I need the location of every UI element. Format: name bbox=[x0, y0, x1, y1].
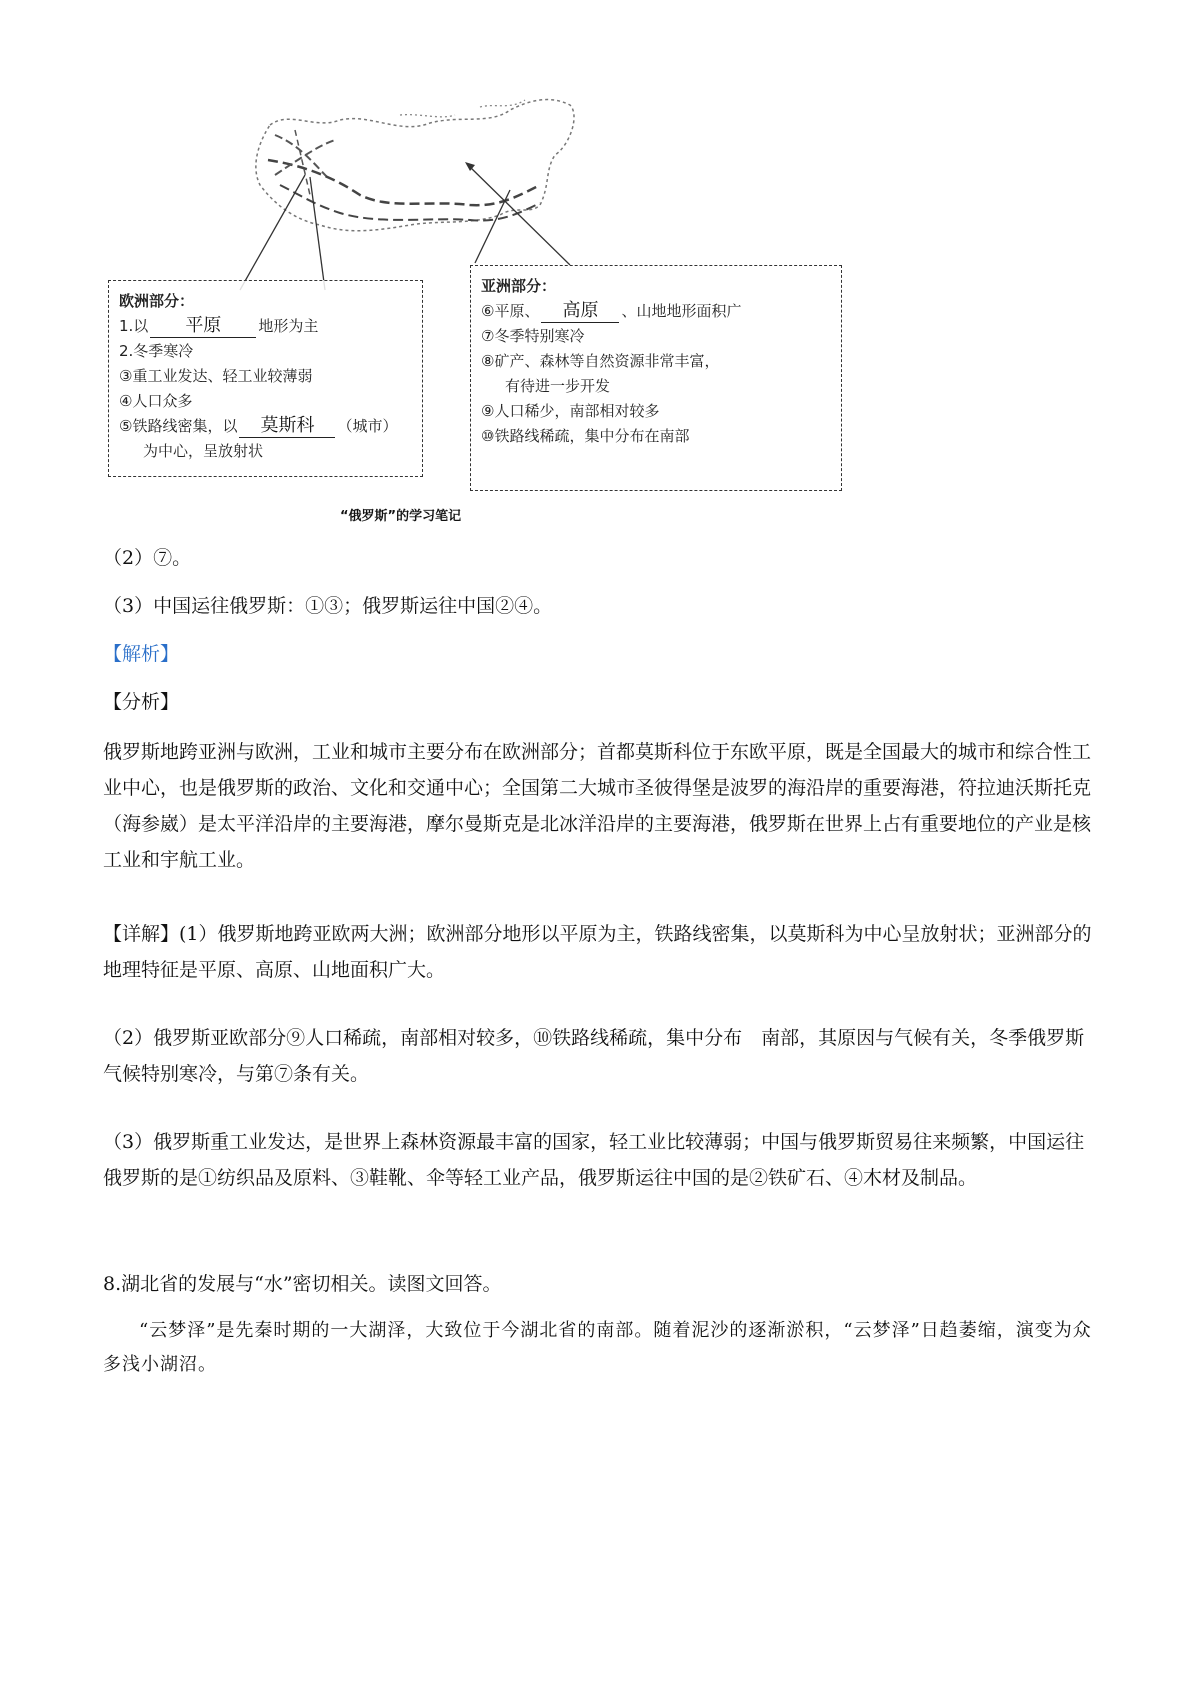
europe-city-answer: 莫斯科 bbox=[239, 415, 335, 438]
europe-note-4: ④人口众多 bbox=[119, 392, 193, 410]
europe-note-5 bbox=[119, 414, 412, 439]
answer-3: （3）中国运往俄罗斯：①③；俄罗斯运往中国②④。 bbox=[103, 595, 553, 617]
asia-note-1 bbox=[481, 299, 831, 324]
detail-paragraph-3: （3）俄罗斯重工业发达，是世界上森林资源最丰富的国家，轻工业比较薄弱；中国与俄罗斯贸易往来频繁，中国运往俄罗斯的是①纺织品及原料、③鞋靴、伞等轻工业产品，俄罗斯运往中国的是②铁矿石、④木材及制品。 bbox=[103, 1131, 1085, 1189]
figure-caption: “俄罗斯”的学习笔记 bbox=[340, 509, 462, 524]
detail-paragraph-1: 【详解】(1）俄罗斯地跨亚欧两大洲；欧洲部分地形以平原为主，铁路线密集，以莫斯科为中心呈放射状；亚洲部分的地理特征是平原、高原、山地面积广大。 bbox=[103, 923, 1092, 981]
russia-study-notes-figure bbox=[100, 85, 840, 535]
asia-note-1-prefix: ⑥平原、 bbox=[481, 302, 540, 320]
europe-notes-box bbox=[108, 280, 423, 477]
europe-note-1-prefix: 1.以 bbox=[119, 317, 149, 335]
europe-note-6: 为中心，呈放射状 bbox=[143, 442, 264, 460]
europe-note-1 bbox=[119, 314, 412, 339]
fenxi-heading: 【分析】 bbox=[103, 691, 180, 713]
asia-notes-box bbox=[470, 265, 842, 491]
jiexi-heading: 【解析】 bbox=[103, 643, 180, 665]
europe-note-1-suffix: 地形为主 bbox=[258, 317, 319, 335]
europe-note-3: ③重工业发达、轻工业较薄弱 bbox=[119, 367, 313, 385]
asia-note-5: ⑨人口稀少，南部相对较多 bbox=[481, 402, 660, 420]
asia-note-3: ⑧矿产、森林等自然资源非常丰富， bbox=[481, 352, 720, 370]
europe-note-2: 2.冬季寒冷 bbox=[119, 342, 194, 360]
analysis-paragraph: 俄罗斯地跨亚洲与欧洲，工业和城市主要分布在欧洲部分；首都莫斯科位于东欧平原，既是全国最大的城市和综合性工业中心，也是俄罗斯的政治、文化和交通中心；全国第二大城市圣彼得堡是波罗的海沿岸的重要海港，符拉迪沃斯托克（海参崴）是太平洋沿岸的主要海港，摩尔曼斯克是北冰洋沿岸的主要海港，俄罗斯在世界上占有重要地位的产业是核工业和宇航工业。 bbox=[103, 741, 1092, 871]
asia-terrain-answer: 高原 bbox=[541, 300, 619, 323]
detail-paragraph-2: （2）俄罗斯亚欧部分⑨人口稀疏，南部相对较多，⑩铁路线稀疏，集中分布 南部，其原因与气候有关，冬季俄罗斯气候特别寒冷，与第⑦条有关。 bbox=[103, 1027, 1085, 1085]
europe-note-5-suffix: （城市） bbox=[337, 417, 398, 435]
asia-note-4: 有待进一步开发 bbox=[505, 377, 611, 395]
europe-terrain-answer: 平原 bbox=[150, 315, 256, 338]
asia-note-2: ⑦冬季特别寒冷 bbox=[481, 327, 585, 345]
answer-2: （2）⑦。 bbox=[103, 547, 192, 569]
question-8-stem: 8.湖北省的发展与“水”密切相关。读图文回答。 bbox=[103, 1273, 502, 1295]
asia-note-1-suffix: 、山地地形面积广 bbox=[621, 302, 742, 320]
asia-note-6: ⑩铁路线稀疏，集中分布在南部 bbox=[481, 427, 690, 445]
europe-box-title: 欧洲部分： bbox=[119, 292, 195, 310]
europe-note-5-prefix: ⑤铁路线密集，以 bbox=[119, 417, 238, 435]
question-8-passage: “云梦泽”是先秦时期的一大湖泽，大致位于今湖北省的南部。随着泥沙的逐渐淤积，“云梦泽”日趋萎缩，演变为众多浅小湖沼。 bbox=[103, 1320, 1092, 1375]
asia-box-title: 亚洲部分： bbox=[481, 277, 557, 295]
